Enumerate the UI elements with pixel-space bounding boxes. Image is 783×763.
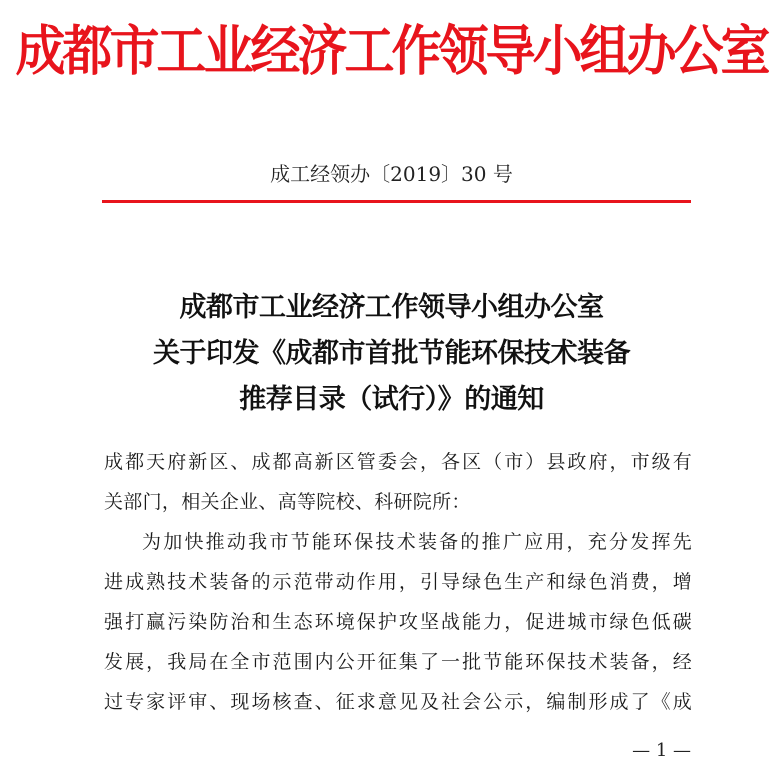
addressee-line-2: 关部门，相关企业、高等院校、科研院所： — [104, 491, 471, 513]
notice-title — [0, 285, 783, 423]
red-divider-line — [102, 200, 691, 203]
paragraph-line-1: 为加快推动我市节能环保技术装备的推广应用，充分发挥先 — [142, 531, 692, 553]
addressee-block — [104, 442, 692, 522]
addressee-line-1: 成都天府新区、成都高新区管委会，各区（市）县政府，市级有 — [104, 451, 692, 473]
notice-title-line-1: 成都市工业经济工作领导小组办公室 — [179, 292, 604, 323]
body-paragraph — [104, 522, 692, 722]
paragraph-line-2: 进成熟技术装备的示范带动作用，引导绿色生产和绿色消费，增 — [104, 571, 692, 593]
masthead-title: 成都市工业经济工作领导小组办公室 — [15, 18, 768, 83]
body-text — [104, 442, 692, 722]
paragraph-line-3: 强打赢污染防治和生态环境保护攻坚战能力，促进城市绿色低碳 — [104, 611, 692, 633]
page-number: — 1 — — [632, 740, 691, 761]
document-number: 成工经领办〔2019〕30 号 — [270, 162, 513, 186]
paragraph-line-4: 发展，我局在全市范围内公开征集了一批节能环保技术装备，经 — [104, 651, 692, 673]
notice-title-line-3: 推荐目录（试行）》的通知 — [239, 384, 544, 415]
paragraph-line-5: 过专家评审、现场核查、征求意见及社会公示，编制形成了《成 — [104, 691, 692, 713]
notice-title-line-2: 关于印发《成都市首批节能环保技术装备 — [153, 338, 630, 369]
